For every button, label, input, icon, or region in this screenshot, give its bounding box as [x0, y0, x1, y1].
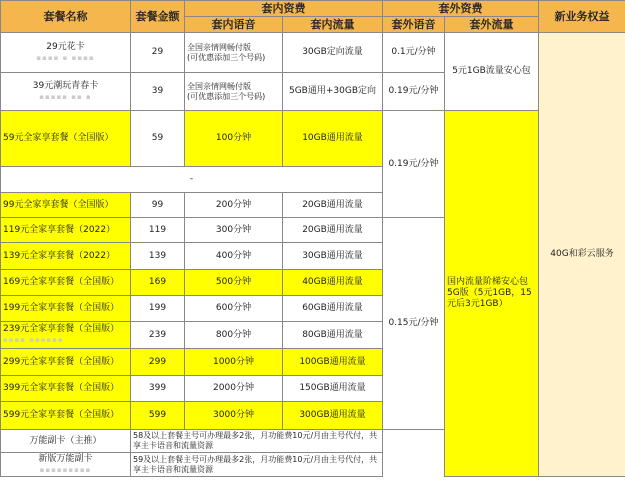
header-in-plan: 套内资费 [185, 1, 383, 17]
out-voice: 0.1元/分钟 [383, 33, 445, 73]
in-data: 30GB定向流量 [283, 33, 383, 73]
in-data: 80GB通用流量 [283, 322, 383, 349]
header-out-plan: 套外资费 [383, 1, 539, 17]
package-price: 59 [131, 111, 185, 167]
in-voice: 全国亲情网畅付版 (可优惠添加三个号码) [185, 33, 283, 73]
out-voice: 0.19元/分钟 [383, 73, 445, 111]
header-out-data: 套外流量 [445, 17, 539, 33]
in-voice: 3000分钟 [185, 402, 283, 430]
package-name: 99元全家享套餐（全国版） [1, 193, 131, 218]
in-voice: 2000分钟 [185, 376, 283, 402]
package-price: 399 [131, 376, 185, 402]
package-price: 139 [131, 243, 185, 270]
package-name: 139元全家享套餐（2022） [1, 243, 131, 270]
in-voice: 全国亲情网畅付版 (可优惠添加三个号码) [185, 73, 283, 111]
package-price: 99 [131, 193, 185, 218]
package-price: 29 [131, 33, 185, 73]
package-name: 399元全家享套餐（全国版） [1, 376, 131, 402]
in-data: 20GB通用流量 [283, 193, 383, 218]
header-name: 套餐名称 [1, 1, 131, 33]
in-data: 30GB通用流量 [283, 243, 383, 270]
package-name: 199元全家享套餐（全国版） [1, 296, 131, 322]
package-price: 299 [131, 349, 185, 376]
package-price: 599 [131, 402, 185, 430]
package-price: 119 [131, 218, 185, 243]
in-voice: 1000分钟 [185, 349, 283, 376]
header-price: 套餐金额 [131, 1, 185, 33]
out-data: 5元1GB流量安心包 [445, 33, 539, 111]
header-out-voice: 套外语音 [383, 17, 445, 33]
blank-row: - [1, 167, 383, 193]
package-name: 万能副卡（主推） [1, 430, 131, 453]
in-voice: 200分钟 [185, 193, 283, 218]
in-voice: 100分钟 [185, 111, 283, 167]
header-in-data: 套内流量 [283, 17, 383, 33]
in-voice: 600分钟 [185, 296, 283, 322]
package-name: 29元花卡 ▪▪▪▪ ▪ ▪▪▪▪ [1, 33, 131, 73]
in-data: 100GB通用流量 [283, 349, 383, 376]
in-voice: 400分钟 [185, 243, 283, 270]
out-data: 国内流量阶梯安心包5G版（5元1GB，15元后3元1GB） [445, 111, 539, 477]
header-in-voice: 套内语音 [185, 17, 283, 33]
package-name: 新版万能副卡 ▪▪▪▪▪▪▪▪▪ [1, 453, 131, 477]
out-voice: 0.15元/分钟 [383, 218, 445, 430]
in-voice: 800分钟 [185, 322, 283, 349]
package-name: 299元全家享套餐（全国版） [1, 349, 131, 376]
package-price: 199 [131, 296, 185, 322]
new-benefit: 40G和彩云服务 [539, 33, 625, 477]
in-voice: 500分钟 [185, 270, 283, 296]
package-name: 169元全家享套餐（全国版） [1, 270, 131, 296]
table-row [1, 33, 625, 73]
in-data: 300GB通用流量 [283, 402, 383, 430]
in-data: 5GB通用+30GB定向 [283, 73, 383, 111]
in-voice: 300分钟 [185, 218, 283, 243]
package-name: 39元潮玩青春卡 ▪▪▪▪▪ ▪▪ ▪ [1, 73, 131, 111]
package-name: 119元全家享套餐（2022） [1, 218, 131, 243]
in-data: 20GB通用流量 [283, 218, 383, 243]
in-data: 40GB通用流量 [283, 270, 383, 296]
in-data: 60GB通用流量 [283, 296, 383, 322]
header-new-benefit: 新业务权益 [539, 1, 625, 33]
package-name: 599元全家享套餐（全国版） [1, 402, 131, 430]
package-note: 59及以上套餐主号可办理最多2张，月功能费10元/月由主号代付，共享主卡语音和流量资源 [131, 453, 383, 477]
package-name: 239元全家享套餐（全国版） ▪▪▪▪ ▪▪▪▪▪▪ [1, 322, 131, 349]
package-price: 39 [131, 73, 185, 111]
out-voice: 0.19元/分钟 [383, 111, 445, 218]
package-price: 169 [131, 270, 185, 296]
in-data: 10GB通用流量 [283, 111, 383, 167]
package-note: 58及以上套餐主号可办理最多2张，月功能费10元/月由主号代付，共享主卡语音和流量资源 [131, 430, 383, 453]
table-row [1, 111, 625, 167]
package-name: 59元全家享套餐（全国版） [1, 111, 131, 167]
package-price: 239 [131, 322, 185, 349]
in-data: 150GB通用流量 [283, 376, 383, 402]
